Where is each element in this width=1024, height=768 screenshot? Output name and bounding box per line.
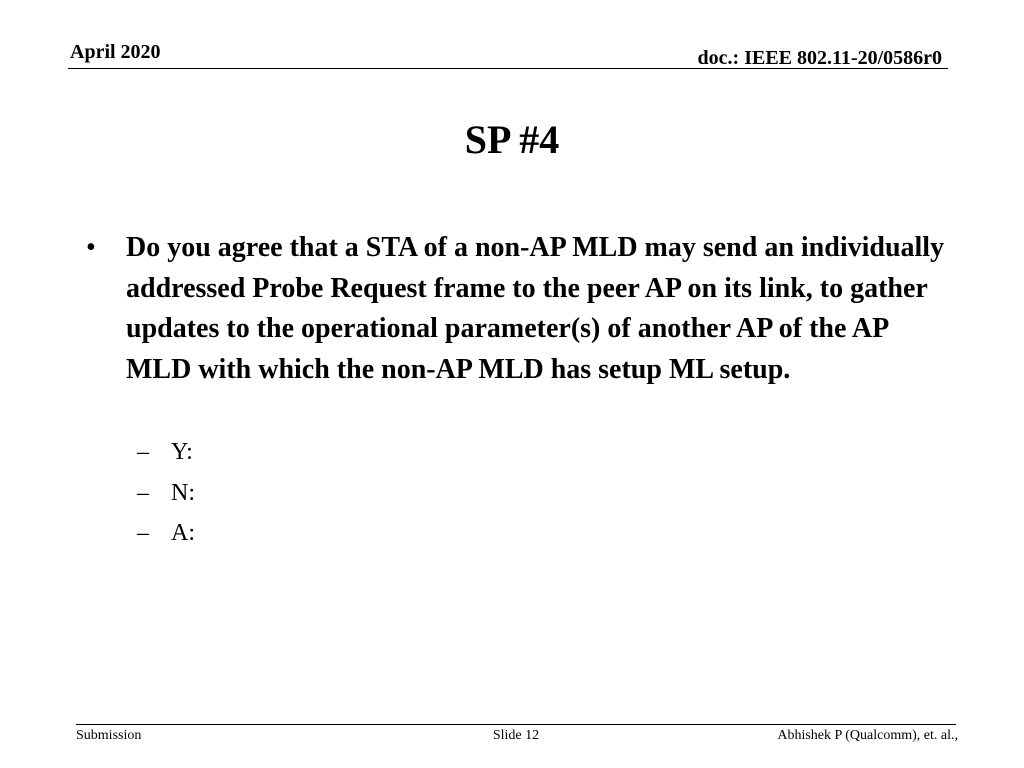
vote-option-label: N: bbox=[171, 479, 195, 506]
question-bullet bbox=[83, 228, 953, 390]
vote-option-label: A: bbox=[171, 520, 195, 546]
vote-options bbox=[137, 432, 953, 554]
header-doc-id: doc.: IEEE 802.11-20/0586r0 bbox=[697, 47, 942, 69]
slide-title: SP #4 bbox=[464, 117, 560, 162]
vote-option-yes bbox=[137, 432, 953, 473]
dash-marker: – bbox=[137, 520, 149, 546]
header-divider bbox=[68, 68, 948, 69]
footer-slide-number: Slide 12 bbox=[492, 728, 540, 743]
slide-body bbox=[83, 228, 953, 554]
footer-divider bbox=[76, 724, 956, 725]
footer-submission: Submission bbox=[76, 728, 142, 743]
question-text: Do you agree that a STA of a non-AP MLD may send an individually addressed Probe Request frame to the peer AP on its link, to gather updates to the operational parameter(s) of another AP of the AP MLD with which the non-AP MLD has setup ML setup. bbox=[126, 232, 945, 385]
vote-option-no bbox=[137, 473, 953, 514]
bullet-marker: • bbox=[86, 232, 96, 263]
vote-option-label: Y: bbox=[171, 439, 193, 465]
header-date: April 2020 bbox=[70, 41, 161, 63]
vote-option-abstain bbox=[137, 513, 953, 554]
dash-marker: – bbox=[137, 479, 149, 506]
footer-author: Abhishek P (Qualcomm), et. al., bbox=[777, 728, 958, 743]
dash-marker: – bbox=[137, 439, 149, 465]
